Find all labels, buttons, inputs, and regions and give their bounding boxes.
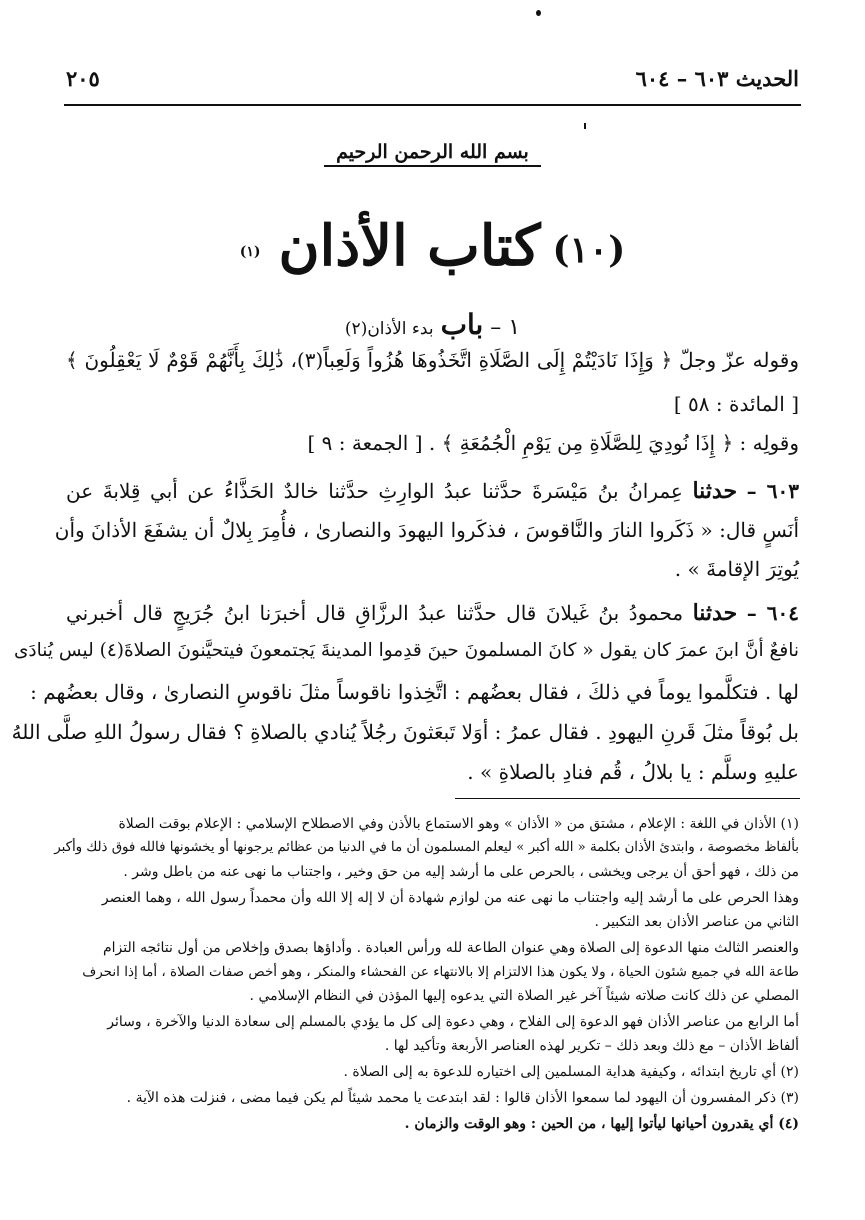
hadith-604-line-3: لها . فتكلَّموا يوماً في ذلكَ ، فقال بعضُهم : اتَّخِذوا ناقوساً مثلَ ناقوسِ النصارىٰ ، وقال بعضُهم : [30, 680, 799, 704]
chapter-title: بدء الأذان(٢) [344, 319, 434, 339]
hadith-604-line-5: عليهِ وسلَّم : يا بلالُ ، قُم فنادِ بالصلاةِ » . [467, 760, 799, 784]
hadith-603-text-1: عِمرانُ بنُ مَيْسَرةَ حدَّثنا عبدُ الوارِثِ حدَّثنا خالدٌ الحَذَّاءُ عن أبي قِلابةَ عن [66, 479, 683, 503]
hadith-604-line-4: بل بُوقاً مثلَ قَرنِ اليهودِ . فقال عمرُ : أوَلا تَبعَثونَ رجُلاً يُنادي بالصلاةِ ؟ فقال رسولُ اللهِ صلَّى اللهُ [11, 720, 799, 744]
chapter-bab: باب [440, 308, 484, 341]
footnote-1-line-9: أما الرابع من عناصر الأذان فهو الدعوة إلى الفلاح ، وهي دعوة إلى كل ما يؤدي بالمسلم إلى سعادة الدنيا والآخرة ، وسائر [107, 1014, 799, 1030]
footnote-1-line-1: (١) الأذان في اللغة : الإعلام ، مشتق من « الأذان » وهو الاستماع بالأذن وفي الاصطلاح الإسلامي : الإعلام بوقت الصلاة [118, 816, 799, 832]
book-title [0, 206, 865, 290]
hadith-604-text-1: محمودُ بنُ غَيلانَ قال حدَّثنا عبدُ الرزَّاقِ قال أخبرَنا ابنُ جُرَيجٍ قال أخبرني [66, 601, 684, 625]
running-title: الحديث ٦٠٣ – ٦٠٤ [635, 66, 799, 91]
ink-mark [584, 123, 586, 129]
hadith-603-line-2: أنَسٍ قال: « ذَكَروا النارَ والنَّاقوسَ ، فذكَروا اليهودَ والنصارىٰ ، فأُمِرَ بِلالٌ أن يشفَعَ الأذانَ وأن [54, 518, 799, 542]
hadith-603-line-3: يُوتِرَ الإقامةَ » . [674, 557, 799, 581]
page-number: ٢٠٥ [66, 66, 100, 91]
verse-ref-1: [ المائدة : ٥٨ ] [673, 392, 799, 416]
footnote-4: (٤) أي يقدرون أحيانها ليأتوا إليها ، من الحين : وهو الوقت والزمان . [404, 1116, 799, 1132]
footnote-1-line-8: المصلي عن ذلك كانت صلاته شيئاً آخر غير الصلاة التي يدعوه إليها المؤذن في النظام الإسلامي . [249, 988, 799, 1004]
footnote-rule [455, 798, 800, 799]
page-header [66, 66, 799, 100]
hadith-603-line-1 [66, 478, 799, 504]
hadith-604-line-2: نافعٌ أنَّ ابنَ عمرَ كان يقول « كانَ المسلمونَ حينَ قدِموا المدينةَ يَجتمعونَ فيتحيَّنونَ الصلاةَ(٤) ليس يُنادَى [13, 640, 799, 661]
verse-line-2: وقولِه : ﴿ إِذَا نُودِيَ لِلصَّلَاةِ مِن يَوْمِ الْجُمُعَةِ ﴾ . [ الجمعة : ٩ ] [307, 431, 799, 455]
book-footnote-ref: (١) [239, 244, 261, 260]
footnote-1-line-4: وهذا الحرص على ما أرشد إليه واجتناب ما نهى عنه من لوازم شهادة أن لا إله إلا الله وأن محمداً رسول الله ، وهما العنصر [101, 890, 799, 906]
footnote-1-line-6: والعنصر الثالث منها الدعوة إلى الصلاة وهي عنوان الطاعة لله ورأس العبادة . وأداؤها بصدق وإخلاص من أول نتائجه التزام [102, 940, 799, 956]
footnote-2: (٢) أي تاريخ ابتدائه ، وكيفية هداية المسلمين إلى اختياره للدعوة به إلى الصلاة . [343, 1064, 799, 1080]
hadith-603-opener: حدثنا [692, 478, 738, 504]
chapter-number: ١ – [490, 315, 521, 340]
footnote-1-line-7: طاعة الله في جميع شئون الحياة ، ولا يكون هذا الالتزام إلا بالانتهاء عن الفحشاء والمنكر ، وهو أخص صفات الصلاة ، أما إذا انحرف [82, 964, 799, 980]
hadith-604-line-1 [66, 600, 799, 626]
book-title-text: كتاب الأذان [278, 213, 541, 279]
footnote-1-line-10: ألفاظ الأذان – مع ذلك وبعد ذلك – تكرير لهذه العناصر الأربعة وتأكيد لها . [384, 1038, 799, 1054]
verse-line-1: وقوله عزّ وجلّ ﴿ وَإِذَا نَادَيْتُمْ إِلَى الصَّلَاةِ اتَّخَذُوهَا هُزُواً وَلَعِباً(٣)، ذَٰلِكَ بِأَنَّهُمْ قَوْمٌ لَا يَعْقِلُونَ ﴾ [66, 348, 799, 372]
basmala [0, 139, 865, 167]
basmala-text: بسم الله الرحمن الرحيم [324, 139, 541, 167]
footnote-1-line-2: بألفاظ مخصوصة ، وابتدئ الأذان بكلمة « الله أكبر » ليعلم المسلمون أن ما في الدنيا من عظائم يرجونها أو يخشونها فالله فوق ذلك وأكبر [54, 840, 799, 855]
hadith-604-opener: حدثنا [692, 600, 738, 626]
footnote-3: (٣) ذكر المفسرون أن اليهود لما سمعوا الأذان قالوا : لقد ابتدعت يا محمد شيئاً لم يكن فيما مضى ، فنزلت هذه الآية . [126, 1090, 799, 1106]
footnote-1-line-5: الثاني من عناصر الأذان بعد التكبير . [594, 914, 799, 930]
header-rule [64, 104, 801, 106]
hadith-603-number: ٦٠٣ – [746, 479, 800, 503]
footnote-1-line-3: من ذلك ، فهو أحق أن يرجى ويخشى ، بالحرص على ما أرشد إليه من حق وخير ، واجتناب ما نهى عنه من باطل وشر . [123, 864, 799, 880]
ink-dot [536, 10, 541, 16]
hadith-604-number: ٦٠٤ – [746, 601, 800, 625]
book-number: (١٠) [552, 229, 626, 272]
chapter-heading [0, 308, 865, 341]
